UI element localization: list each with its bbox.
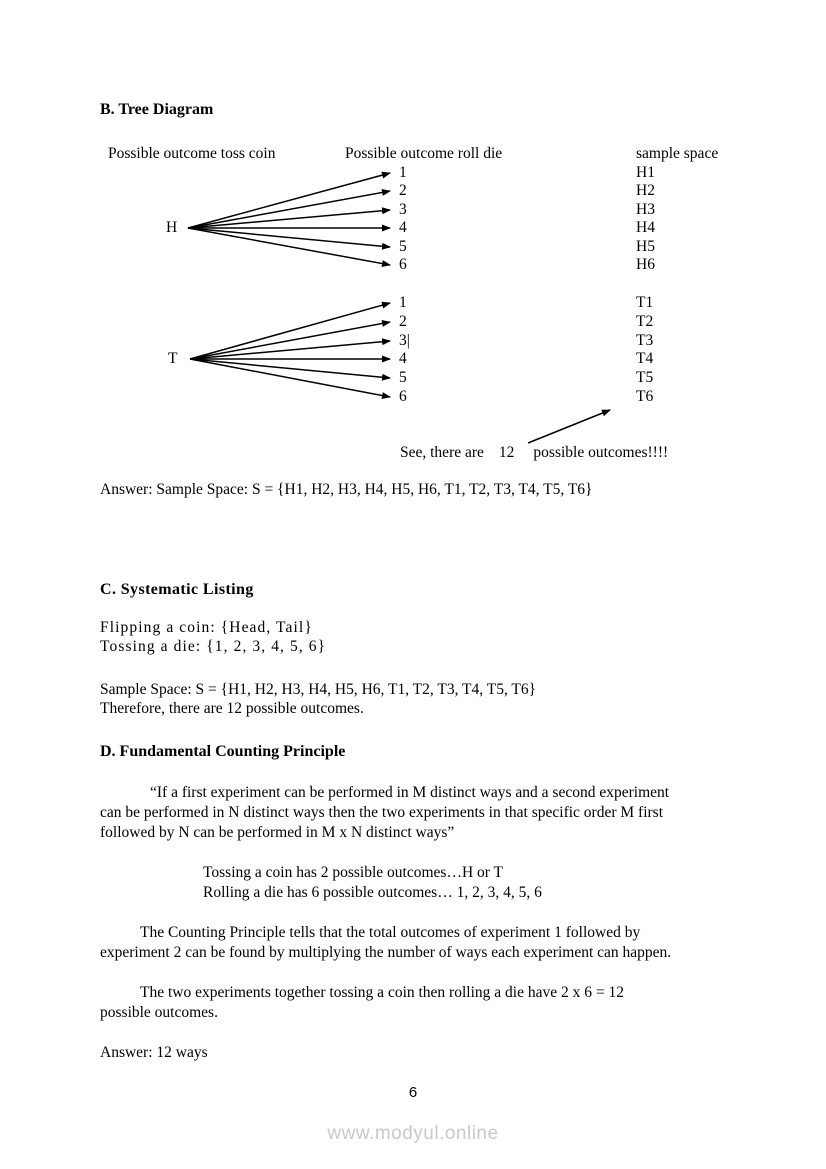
t-outcome: 1 bbox=[399, 294, 407, 311]
h-sample: H1 bbox=[636, 164, 655, 181]
column-header-die: Possible outcome roll die bbox=[345, 145, 503, 162]
therefore-line: Therefore, there are 12 possible outcomes. bbox=[100, 700, 364, 717]
counting-principle-line: experiment 2 can be found by multiplying the number of ways each experiment can happen. bbox=[100, 944, 672, 961]
t-sample: T5 bbox=[636, 369, 654, 386]
callout-prefix: See, there are bbox=[400, 444, 484, 461]
t-outcome: 5 bbox=[399, 369, 407, 386]
t-outcome: 2 bbox=[399, 313, 407, 330]
example-coin-line: Tossing a coin has 2 possible outcomes…H or T bbox=[203, 864, 503, 881]
t-outcome: 3| bbox=[399, 332, 410, 349]
watermark: www.modyul.online bbox=[327, 1123, 499, 1144]
quote-line: can be performed in N distinct ways then the two experiments in that specific order M first bbox=[100, 804, 664, 821]
section-d-answer: Answer: 12 ways bbox=[100, 1044, 208, 1061]
h-outcome: 2 bbox=[399, 182, 407, 199]
h-outcome: 1 bbox=[399, 164, 407, 181]
section-b-answer: Answer: Sample Space: S = {H1, H2, H3, H4, H5, H6, T1, T2, T3, T4, T5, T6} bbox=[100, 481, 593, 498]
t-sample: T1 bbox=[636, 294, 654, 311]
two-experiments-line: The two experiments together tossing a coin then rolling a die have 2 x 6 = 12 bbox=[140, 984, 624, 1001]
h-sample: H4 bbox=[636, 219, 655, 236]
t-sample: T2 bbox=[636, 313, 654, 330]
h-outcome: 6 bbox=[399, 256, 407, 273]
example-die-line: Rolling a die has 6 possible outcomes… 1, 2, 3, 4, 5, 6 bbox=[203, 884, 542, 901]
t-sample: T4 bbox=[636, 350, 654, 367]
callout-count: 12 bbox=[498, 444, 515, 461]
tree-node-tails: T bbox=[168, 350, 178, 367]
h-sample: H6 bbox=[636, 256, 655, 273]
section-c-heading: C. Systematic Listing bbox=[100, 581, 254, 598]
section-b-heading: B. Tree Diagram bbox=[100, 101, 214, 118]
outcomes-callout bbox=[400, 443, 668, 463]
column-header-coin: Possible outcome toss coin bbox=[108, 145, 276, 162]
section-d-heading: D. Fundamental Counting Principle bbox=[100, 743, 346, 760]
h-outcome: 4 bbox=[399, 219, 407, 236]
tossing-die-line: Tossing a die: {1, 2, 3, 4, 5, 6} bbox=[100, 638, 327, 655]
flipping-coin-line: Flipping a coin: {Head, Tail} bbox=[100, 619, 313, 636]
h-sample: H5 bbox=[636, 238, 655, 255]
t-outcome: 4 bbox=[399, 350, 407, 367]
quote-line: followed by N can be performed in M x N distinct ways” bbox=[100, 824, 455, 841]
column-header-sample-space: sample space bbox=[636, 145, 719, 162]
t-sample: T3 bbox=[636, 332, 654, 349]
two-experiments-line: possible outcomes. bbox=[100, 1004, 218, 1021]
t-sample: T6 bbox=[636, 388, 654, 405]
h-sample: H3 bbox=[636, 201, 655, 218]
callout-suffix: possible outcomes!!!! bbox=[533, 444, 669, 461]
counting-principle-line: The Counting Principle tells that the total outcomes of experiment 1 followed by bbox=[140, 924, 641, 941]
h-outcome: 5 bbox=[399, 238, 407, 255]
h-outcome: 3 bbox=[399, 201, 407, 218]
t-outcome: 6 bbox=[399, 388, 407, 405]
sample-space-line: Sample Space: S = {H1, H2, H3, H4, H5, H6, T1, T2, T3, T4, T5, T6} bbox=[100, 681, 537, 698]
page-number: 6 bbox=[408, 1084, 418, 1101]
h-sample: H2 bbox=[636, 182, 655, 199]
tree-node-heads: H bbox=[166, 219, 178, 236]
quote-line: “If a first experiment can be performed in M distinct ways and a second experiment bbox=[150, 784, 670, 801]
